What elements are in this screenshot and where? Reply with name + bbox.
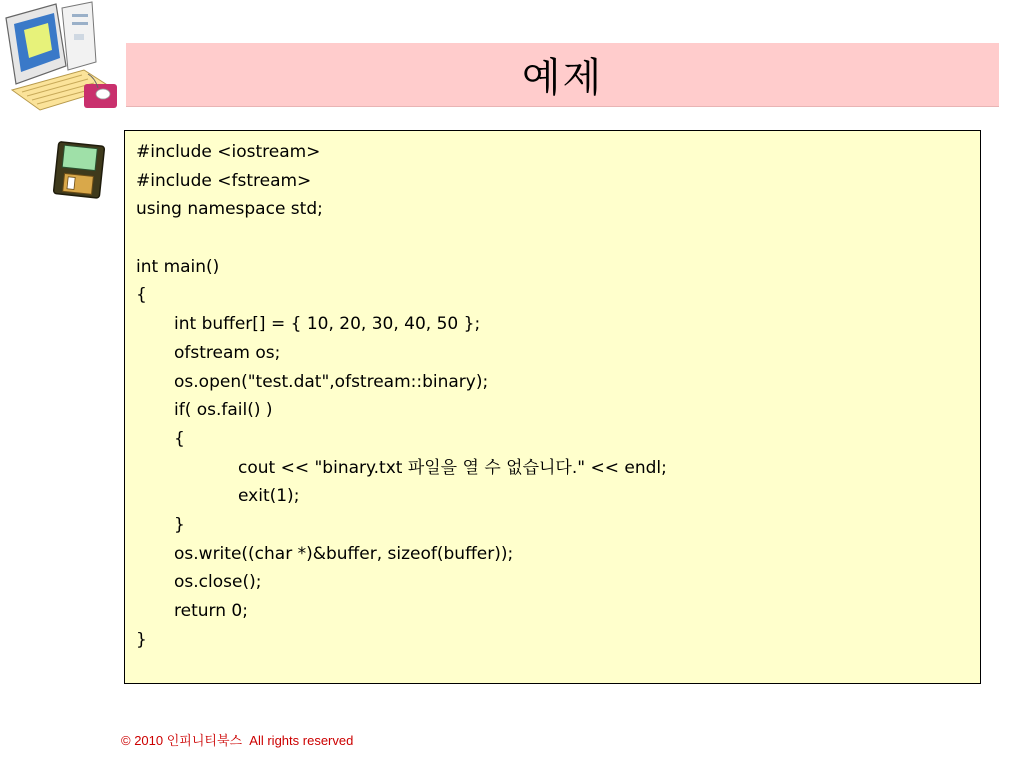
code-line [136,224,667,253]
code-line: os.open("test.dat",ofstream::binary); [174,371,489,392]
code-line: ofstream os; [174,342,281,363]
floppy-disk-icon [52,140,108,200]
code-line: using namespace std; [136,199,323,220]
code-line: int buffer[] = { 10, 20, 30, 40, 50 }; [174,314,481,335]
computer-icon [0,0,122,112]
code-line: #include <iostream> [136,142,321,162]
code-line: { [174,428,185,449]
code-line: { [136,285,147,306]
code-line: #include <fstream> [136,170,312,191]
code-line: } [174,514,185,535]
copyright-footer: © 2010 인피니티북스 All rights reserved [121,733,354,748]
code-line: int main() [136,256,220,277]
code-box [124,130,981,684]
code-block [136,138,667,654]
code-line: } [136,629,147,650]
code-line: return 0; [174,601,248,621]
code-line: os.close(); [174,572,262,593]
slide-title: 예제 [521,55,604,101]
code-line: if( os.fail() ) [174,400,273,421]
code-line: os.write((char *)&buffer, sizeof(buffer)); [174,543,514,564]
slide-title-bar [126,43,999,107]
code-line: cout << "binary.txt 파일을 열 수 없습니다." << endl; [238,457,667,478]
code-line: exit(1); [238,486,300,507]
